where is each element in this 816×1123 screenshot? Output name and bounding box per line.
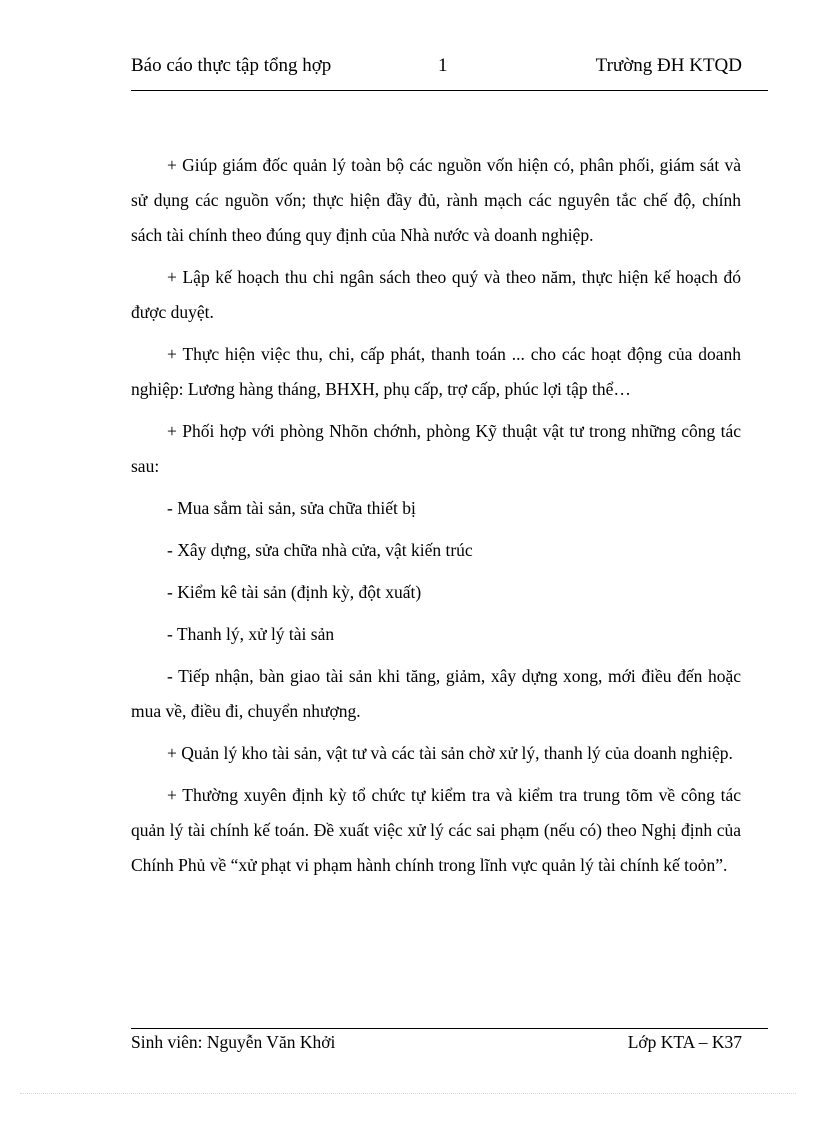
paragraph: + Lập kế hoạch thu chi ngân sách theo quý và theo năm, thực hiện kế hoạch đó được duyệt.: [131, 267, 741, 322]
paragraph: + Phối hợp với phòng Nhõn chớnh, phòng Kỹ thuật vật tư trong những công tác sau:: [131, 421, 741, 476]
paragraph: + Thực hiện việc thu, chi, cấp phát, thanh toán ... cho các hoạt động của doanh nghiệp: Lương hàng tháng, BHXH, phụ cấp, trợ cấp, phúc lợi tập thể…: [131, 344, 741, 399]
list-item: - Kiểm kê tài sản (định kỳ, đột xuất): [167, 582, 422, 602]
document-body: [131, 148, 741, 890]
list-item: - Tiếp nhận, bàn giao tài sản khi tăng, giảm, xây dựng xong, mới điều đến hoặc mua về, điều đi, chuyển nhượng.: [131, 666, 741, 721]
footer-class: Lớp KTA – K37: [627, 1032, 742, 1052]
header-report-title: Báo cáo thực tập tổng hợp: [131, 55, 332, 76]
paragraph: + Quản lý kho tài sản, vật tư và các tài sản chờ xử lý, thanh lý của doanh nghiệp.: [167, 743, 733, 763]
list-item: - Thanh lý, xử lý tài sản: [167, 624, 335, 644]
list-item: - Xây dựng, sửa chữa nhà cửa, vật kiến trúc: [167, 540, 473, 560]
list-item: - Mua sắm tài sản, sửa chữa thiết bị: [167, 498, 416, 518]
footer-student-name: Sinh viên: Nguyễn Văn Khởi: [131, 1032, 336, 1052]
paragraph: + Giúp giám đốc quản lý toàn bộ các nguồn vốn hiện có, phân phối, giám sát và sử dụng các nguồn vốn; thực hiện đầy đủ, rành mạch các nguyên tắc chế độ, chính sách tài chính theo đúng quy định của Nhà nước và doanh nghiệp.: [131, 155, 741, 245]
page-footer: [131, 1028, 768, 1052]
header-university: Trường ĐH KTQD: [595, 55, 742, 76]
page-header: [131, 52, 768, 91]
paragraph: + Thường xuyên định kỳ tổ chức tự kiểm tra và kiểm tra trung tõm về công tác quản lý tài chính kế toán. Đề xuất việc xử lý các sai phạm (nếu có) theo Nghị định của Chính Phủ về “xử phạt vi phạm hành chính trong lĩnh vực quản lý tài chính kế toỏn”.: [131, 785, 741, 875]
page-bottom-divider: [20, 1093, 796, 1094]
header-page-number: 1: [438, 55, 448, 76]
